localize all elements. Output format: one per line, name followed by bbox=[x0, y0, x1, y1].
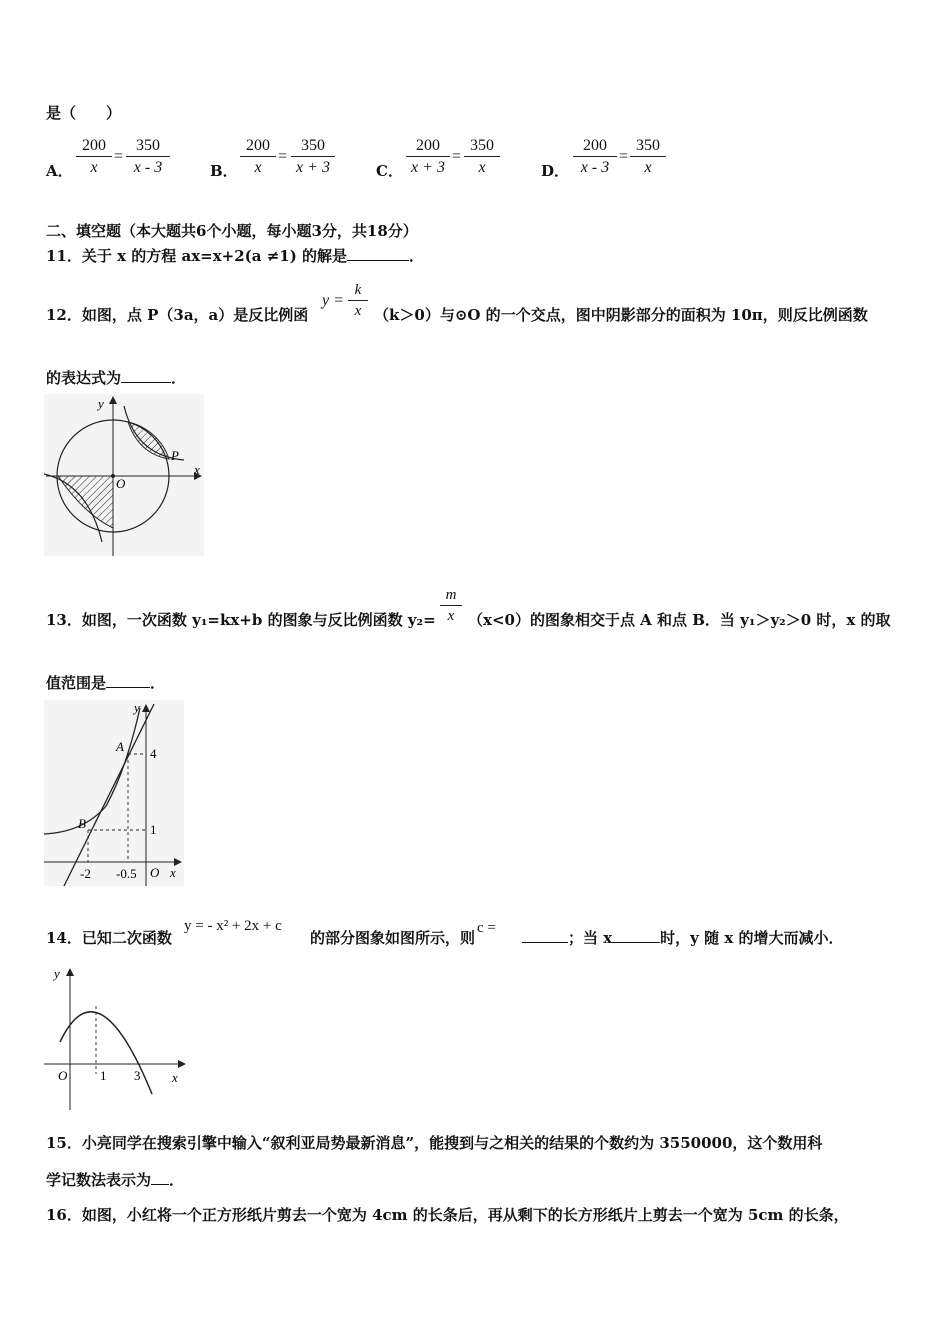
question-16-line1: 16．如图，小红将一个正方形纸片剪去一个宽为 4cm 的长条后，再从剩下的长方形纸片上剪去一个宽为 5cm 的长条， bbox=[46, 1206, 849, 1224]
question-text: 11．关于 x 的方程 ax=x+2(a ≠1) 的解是 bbox=[46, 247, 348, 265]
numerator: 200 bbox=[573, 136, 617, 157]
answer-blank bbox=[347, 246, 409, 261]
period: ． bbox=[409, 247, 425, 265]
answer-blank bbox=[151, 1170, 169, 1185]
option-label: D． bbox=[541, 162, 570, 180]
fraction bbox=[76, 136, 112, 179]
point-a-label: A bbox=[116, 739, 124, 754]
numerator: 200 bbox=[406, 136, 450, 157]
y-label: y bbox=[134, 700, 140, 715]
q13-figure bbox=[44, 700, 184, 886]
fraction bbox=[630, 136, 666, 179]
denominator: x bbox=[254, 159, 262, 176]
denominator: x - 3 bbox=[133, 159, 163, 176]
denominator: x + 3 bbox=[411, 159, 445, 176]
numerator: k bbox=[348, 280, 368, 301]
equals-sign: = bbox=[452, 148, 462, 165]
fraction-k-over-x bbox=[348, 280, 368, 321]
tick-3: 3 bbox=[134, 1068, 141, 1083]
denominator: x + 3 bbox=[296, 159, 330, 176]
equals-sign: = bbox=[619, 148, 629, 165]
question-13-line2 bbox=[46, 672, 165, 693]
answer-blank bbox=[121, 368, 171, 383]
numerator: 200 bbox=[240, 136, 276, 157]
question-14-tail bbox=[522, 927, 844, 948]
question-13-cont: （x<0）的图象相交于点 A 和点 B．当 y₁＞y₂＞0 时，x 的取 bbox=[468, 611, 891, 629]
answer-blank bbox=[106, 673, 150, 688]
denominator: x bbox=[354, 303, 362, 319]
numerator: 200 bbox=[76, 136, 112, 157]
y-axis-arrow bbox=[66, 968, 74, 976]
question-14-cont bbox=[310, 927, 475, 948]
fraction bbox=[126, 136, 170, 179]
fraction bbox=[406, 136, 450, 179]
question-text: 12．如图，点 P（3a，a）是反比例函 bbox=[46, 306, 309, 324]
question-14 bbox=[46, 927, 172, 948]
question-text: 13．如图，一次函数 y₁=kx+b 的图象与反比例函数 y₂= bbox=[46, 611, 436, 629]
origin-label: O bbox=[58, 1068, 68, 1083]
denominator: x - 3 bbox=[580, 159, 610, 176]
tick-1: 1 bbox=[100, 1068, 107, 1083]
quadratic-formula: y = - x² + 2x + c bbox=[184, 918, 282, 934]
answer-blank-x bbox=[612, 928, 660, 943]
fraction bbox=[240, 136, 276, 179]
question-12-line2 bbox=[46, 367, 186, 388]
function-lhs: y = bbox=[322, 292, 344, 309]
question-text: 学记数法表示为 bbox=[46, 1171, 152, 1189]
period: ． bbox=[150, 674, 166, 692]
option-label: B． bbox=[210, 162, 238, 180]
question-11 bbox=[46, 245, 424, 266]
question-text: 14．已知二次函数 bbox=[46, 929, 172, 947]
fraction-m-over-x bbox=[440, 585, 462, 626]
figure-background bbox=[44, 700, 184, 886]
denominator: x bbox=[478, 159, 486, 176]
denominator: x bbox=[90, 159, 98, 176]
x-label: x bbox=[172, 1070, 178, 1085]
q10-tail: 是（ ） bbox=[46, 104, 122, 122]
x-label: x bbox=[170, 865, 176, 880]
fraction bbox=[291, 136, 335, 179]
section-heading: 二、填空题（本大题共6个小题，每小题3分，共18分） bbox=[46, 222, 418, 240]
question-12-line1 bbox=[46, 304, 308, 325]
numerator: 350 bbox=[630, 136, 666, 157]
x-axis-arrow bbox=[178, 1060, 186, 1068]
equals-sign: = bbox=[278, 148, 288, 165]
origin-label: O bbox=[150, 865, 160, 880]
denominator: x bbox=[447, 608, 455, 624]
x-label: x bbox=[194, 462, 200, 477]
question-text: 的部分图象如图所示，则 bbox=[310, 929, 476, 947]
c-equals: c = bbox=[477, 920, 496, 936]
fraction bbox=[464, 136, 500, 179]
point-p-label: P bbox=[171, 448, 179, 463]
numerator: m bbox=[440, 585, 462, 606]
numerator: 350 bbox=[126, 136, 170, 157]
question-text: ；当 x bbox=[568, 929, 613, 947]
tick-4: 4 bbox=[150, 746, 157, 761]
question-12-cont: （k＞0）与⊙O 的一个交点，图中阴影部分的面积为 10π，则反比例函数 bbox=[374, 306, 868, 324]
question-text: 的表达式为 bbox=[46, 369, 122, 387]
y-label: y bbox=[54, 966, 60, 981]
denominator: x bbox=[644, 159, 652, 176]
tick-1: 1 bbox=[150, 822, 157, 837]
numerator: 350 bbox=[464, 136, 500, 157]
q12-figure bbox=[44, 394, 204, 556]
period: ． bbox=[171, 369, 187, 387]
tick-minus-2: -2 bbox=[80, 866, 91, 881]
question-13-line1 bbox=[46, 609, 436, 630]
numerator: 350 bbox=[291, 136, 335, 157]
point-b-label: B bbox=[78, 816, 86, 831]
question-text: 值范围是 bbox=[46, 674, 107, 692]
question-15-line2 bbox=[46, 1169, 184, 1190]
answer-blank-c bbox=[522, 928, 568, 943]
equals-sign: = bbox=[114, 148, 124, 165]
origin-label: O bbox=[116, 476, 126, 491]
q14-figure bbox=[44, 962, 190, 1112]
question-text: 时，y 随 x 的增大而减小． bbox=[660, 929, 844, 947]
fraction bbox=[573, 136, 617, 179]
tick-minus-0-5: -0.5 bbox=[116, 866, 137, 881]
option-label: A． bbox=[46, 162, 73, 180]
option-label: C． bbox=[376, 162, 403, 180]
figure-background bbox=[44, 394, 204, 556]
period: ． bbox=[169, 1171, 185, 1189]
y-label: y bbox=[98, 396, 104, 411]
question-15-line1: 15．小亮同学在搜索引擎中输入“叙利亚局势最新消息”，能搜到与之相关的结果的个数约为 3550000，这个数用科 bbox=[46, 1134, 823, 1152]
origin-point bbox=[111, 474, 115, 478]
